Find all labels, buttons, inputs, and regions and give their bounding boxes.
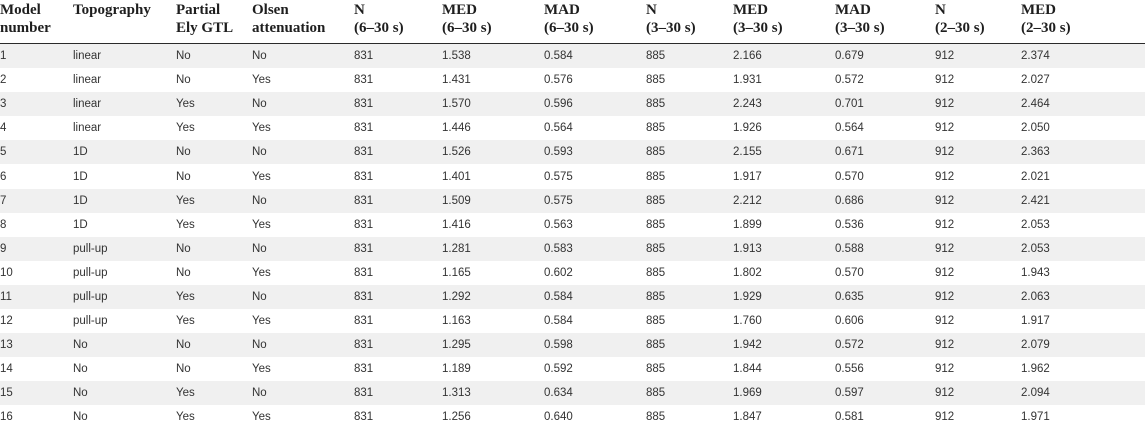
cell-n-6-30: 831 <box>354 170 374 183</box>
cell-n-3-30: 885 <box>646 363 666 376</box>
column-header-model-number <box>0 0 73 44</box>
cell-n-2-30: 912 <box>935 237 1021 261</box>
cell-mad-3-30: 0.564 <box>835 122 864 135</box>
cell-model-number: 4 <box>0 122 7 135</box>
cell-n-2-30: 912 <box>935 381 1021 405</box>
cell-topography: linear <box>73 122 102 135</box>
cell-partial-ely-gtl: Yes <box>176 218 195 231</box>
cell-med-6-30: 1.416 <box>442 218 471 231</box>
table-row <box>0 333 1145 357</box>
table-row <box>0 405 1145 429</box>
column-header-mad-6-30 <box>544 0 646 44</box>
cell-topography: No <box>73 411 88 424</box>
cell-n-6-30: 831 <box>354 381 442 405</box>
cell-partial-ely-gtl: No <box>176 266 191 279</box>
cell-partial-ely-gtl: Yes <box>176 411 195 424</box>
cell-med-2-30: 2.464 <box>1021 92 1145 116</box>
cell-mad-6-30: 0.640 <box>544 411 573 424</box>
cell-olsen-attenuation: No <box>252 237 354 261</box>
column-header-line2: (2–30 s) <box>935 20 985 36</box>
column-header-line2: (3–30 s) <box>733 20 783 36</box>
cell-n-3-30: 885 <box>646 122 666 135</box>
cell-n-2-30: 912 <box>935 189 1021 213</box>
cell-topography: No <box>73 333 176 357</box>
column-header-med-2-30 <box>1021 0 1145 44</box>
cell-model-number: 2 <box>0 74 7 87</box>
cell-partial-ely-gtl: Yes <box>176 92 252 116</box>
cell-mad-3-30: 0.570 <box>835 266 864 279</box>
cell-n-2-30: 912 <box>935 122 955 135</box>
cell-topography: linear <box>73 74 102 87</box>
cell-mad-6-30: 0.583 <box>544 237 646 261</box>
cell-med-3-30: 1.844 <box>733 363 762 376</box>
column-header-line2: (6–30 s) <box>354 20 404 36</box>
cell-med-2-30: 1.917 <box>1021 315 1050 328</box>
cell-med-2-30: 1.943 <box>1021 266 1050 279</box>
cell-med-3-30: 1.917 <box>733 170 762 183</box>
cell-olsen-attenuation: Yes <box>252 363 271 376</box>
cell-model-number: 13 <box>0 333 73 357</box>
cell-n-3-30: 885 <box>646 218 666 231</box>
table-row <box>0 213 1145 237</box>
cell-partial-ely-gtl: No <box>176 74 191 87</box>
cell-partial-ely-gtl: No <box>176 363 191 376</box>
cell-mad-3-30: 0.679 <box>835 44 935 69</box>
cell-mad-3-30: 0.671 <box>835 140 935 164</box>
table-row <box>0 285 1145 309</box>
cell-n-3-30: 885 <box>646 315 666 328</box>
cell-topography: pull-up <box>73 315 108 328</box>
cell-mad-3-30: 0.572 <box>835 333 935 357</box>
cell-med-2-30: 2.021 <box>1021 170 1050 183</box>
cell-n-3-30: 885 <box>646 381 733 405</box>
cell-med-3-30: 1.847 <box>733 411 762 424</box>
cell-med-3-30: 1.931 <box>733 74 762 87</box>
cell-topography: 1D <box>73 170 88 183</box>
header-row <box>0 0 1145 44</box>
table-row <box>0 189 1145 213</box>
column-header-line2: (2–30 s) <box>1021 20 1071 36</box>
cell-mad-6-30: 0.576 <box>544 74 573 87</box>
column-header-med-3-30 <box>733 0 835 44</box>
cell-n-6-30: 831 <box>354 140 442 164</box>
cell-med-6-30: 1.538 <box>442 44 544 69</box>
column-header-topography <box>73 0 176 44</box>
cell-olsen-attenuation: Yes <box>252 74 271 87</box>
column-header-mad-3-30 <box>835 0 935 44</box>
cell-n-6-30: 831 <box>354 333 442 357</box>
cell-mad-3-30: 0.588 <box>835 237 935 261</box>
cell-mad-3-30: 0.570 <box>835 170 864 183</box>
column-header-line1: Partial <box>176 2 221 18</box>
cell-model-number: 6 <box>0 170 7 183</box>
cell-mad-6-30: 0.563 <box>544 218 573 231</box>
column-header-line1: Model <box>0 2 41 18</box>
cell-med-6-30: 1.256 <box>442 411 471 424</box>
cell-med-3-30: 2.166 <box>733 44 835 69</box>
cell-med-6-30: 1.295 <box>442 333 544 357</box>
cell-mad-6-30: 0.564 <box>544 122 573 135</box>
cell-olsen-attenuation: No <box>252 140 354 164</box>
column-header-n-6-30 <box>354 0 442 44</box>
cell-mad-3-30: 0.597 <box>835 381 935 405</box>
cell-med-6-30: 1.313 <box>442 381 544 405</box>
cell-topography: 1D <box>73 218 88 231</box>
cell-n-6-30: 831 <box>354 363 374 376</box>
column-header-partial-ely-gtl <box>176 0 252 44</box>
cell-med-6-30: 1.431 <box>442 74 471 87</box>
column-header-line2: (3–30 s) <box>835 20 885 36</box>
column-header-line2: (6–30 s) <box>442 20 492 36</box>
cell-n-2-30: 912 <box>935 363 955 376</box>
cell-olsen-attenuation: Yes <box>252 315 271 328</box>
cell-mad-3-30: 0.581 <box>835 411 864 424</box>
table-row <box>0 309 1145 333</box>
table-body <box>0 44 1145 430</box>
cell-med-6-30: 1.570 <box>442 92 544 116</box>
cell-mad-6-30: 0.593 <box>544 140 646 164</box>
cell-topography: pull-up <box>73 285 176 309</box>
cell-mad-6-30: 0.598 <box>544 333 646 357</box>
cell-partial-ely-gtl: Yes <box>176 285 252 309</box>
cell-med-2-30: 2.079 <box>1021 333 1145 357</box>
cell-med-3-30: 2.243 <box>733 92 835 116</box>
cell-partial-ely-gtl: No <box>176 170 191 183</box>
cell-n-6-30: 831 <box>354 218 374 231</box>
cell-med-6-30: 1.189 <box>442 363 471 376</box>
column-header-line1: Topography <box>73 2 151 18</box>
cell-med-2-30: 2.094 <box>1021 381 1145 405</box>
cell-med-6-30: 1.292 <box>442 285 544 309</box>
cell-mad-6-30: 0.602 <box>544 266 573 279</box>
cell-mad-3-30: 0.686 <box>835 189 935 213</box>
column-header-line2: (6–30 s) <box>544 20 594 36</box>
cell-olsen-attenuation: No <box>252 44 354 69</box>
cell-model-number: 12 <box>0 315 13 328</box>
cell-olsen-attenuation: No <box>252 333 354 357</box>
cell-med-3-30: 1.969 <box>733 381 835 405</box>
cell-med-2-30: 1.971 <box>1021 411 1050 424</box>
cell-n-2-30: 912 <box>935 92 1021 116</box>
cell-partial-ely-gtl: No <box>176 333 252 357</box>
cell-topography: linear <box>73 92 176 116</box>
cell-n-3-30: 885 <box>646 170 666 183</box>
column-header-line2: number <box>0 20 51 36</box>
cell-topography: linear <box>73 44 176 69</box>
cell-topography: No <box>73 381 176 405</box>
table-row <box>0 44 1145 69</box>
table-row <box>0 381 1145 405</box>
cell-med-2-30: 2.421 <box>1021 189 1145 213</box>
cell-med-3-30: 1.929 <box>733 285 835 309</box>
cell-partial-ely-gtl: No <box>176 140 252 164</box>
cell-n-3-30: 885 <box>646 189 733 213</box>
cell-med-3-30: 1.760 <box>733 315 762 328</box>
cell-n-6-30: 831 <box>354 189 442 213</box>
cell-olsen-attenuation: No <box>252 189 354 213</box>
cell-med-3-30: 2.212 <box>733 189 835 213</box>
cell-med-6-30: 1.446 <box>442 122 471 135</box>
column-header-line2: Ely GTL <box>176 20 234 36</box>
cell-mad-6-30: 0.596 <box>544 92 646 116</box>
cell-n-3-30: 885 <box>646 74 666 87</box>
cell-olsen-attenuation: Yes <box>252 218 271 231</box>
table-row <box>0 164 1145 188</box>
cell-n-3-30: 885 <box>646 237 733 261</box>
cell-n-2-30: 912 <box>935 170 955 183</box>
column-header-line1: MED <box>442 2 477 18</box>
cell-model-number: 10 <box>0 266 13 279</box>
cell-n-6-30: 831 <box>354 44 442 69</box>
cell-med-2-30: 2.374 <box>1021 44 1145 69</box>
cell-n-3-30: 885 <box>646 140 733 164</box>
cell-n-6-30: 831 <box>354 122 374 135</box>
cell-partial-ely-gtl: Yes <box>176 381 252 405</box>
cell-med-3-30: 1.926 <box>733 122 762 135</box>
cell-mad-6-30: 0.592 <box>544 363 573 376</box>
table-row <box>0 237 1145 261</box>
cell-med-2-30: 2.050 <box>1021 122 1050 135</box>
cell-n-3-30: 885 <box>646 44 733 69</box>
cell-mad-3-30: 0.556 <box>835 363 864 376</box>
cell-olsen-attenuation: Yes <box>252 122 271 135</box>
cell-partial-ely-gtl: No <box>176 44 252 69</box>
cell-olsen-attenuation: Yes <box>252 266 271 279</box>
column-header-line1: MED <box>733 2 768 18</box>
cell-n-6-30: 831 <box>354 74 374 87</box>
cell-topography: pull-up <box>73 266 108 279</box>
cell-mad-3-30: 0.606 <box>835 315 864 328</box>
cell-model-number: 9 <box>0 237 73 261</box>
cell-n-2-30: 912 <box>935 218 955 231</box>
column-header-line2: (3–30 s) <box>646 20 696 36</box>
cell-n-3-30: 885 <box>646 92 733 116</box>
cell-mad-6-30: 0.584 <box>544 285 646 309</box>
table-row <box>0 116 1145 140</box>
cell-med-2-30: 2.053 <box>1021 218 1050 231</box>
table-row <box>0 140 1145 164</box>
cell-med-2-30: 2.027 <box>1021 74 1050 87</box>
cell-med-2-30: 2.063 <box>1021 285 1145 309</box>
cell-n-6-30: 831 <box>354 315 374 328</box>
cell-mad-3-30: 0.701 <box>835 92 935 116</box>
cell-model-number: 7 <box>0 189 73 213</box>
column-header-line2: attenuation <box>252 20 326 36</box>
cell-olsen-attenuation: No <box>252 92 354 116</box>
cell-n-2-30: 912 <box>935 315 955 328</box>
column-header-n-2-30 <box>935 0 1021 44</box>
cell-model-number: 14 <box>0 363 13 376</box>
cell-med-6-30: 1.163 <box>442 315 471 328</box>
cell-med-6-30: 1.401 <box>442 170 471 183</box>
cell-mad-6-30: 0.634 <box>544 381 646 405</box>
cell-med-6-30: 1.526 <box>442 140 544 164</box>
cell-med-2-30: 2.363 <box>1021 140 1145 164</box>
table-row <box>0 92 1145 116</box>
column-header-olsen-attenuation <box>252 0 354 44</box>
column-header-line1: N <box>354 2 365 18</box>
cell-n-2-30: 912 <box>935 44 1021 69</box>
cell-med-2-30: 1.962 <box>1021 363 1050 376</box>
cell-mad-3-30: 0.635 <box>835 285 935 309</box>
table-row <box>0 68 1145 92</box>
column-header-med-6-30 <box>442 0 544 44</box>
cell-med-3-30: 1.913 <box>733 237 835 261</box>
cell-model-number: 16 <box>0 411 13 424</box>
cell-med-2-30: 2.053 <box>1021 237 1145 261</box>
cell-n-3-30: 885 <box>646 333 733 357</box>
column-header-line1: Olsen <box>252 2 289 18</box>
cell-n-6-30: 831 <box>354 92 442 116</box>
cell-model-number: 1 <box>0 44 73 69</box>
cell-n-3-30: 885 <box>646 266 666 279</box>
table-header <box>0 0 1145 44</box>
cell-n-6-30: 831 <box>354 411 374 424</box>
cell-topography: pull-up <box>73 237 176 261</box>
column-header-line1: MED <box>1021 2 1056 18</box>
cell-n-3-30: 885 <box>646 411 666 424</box>
cell-olsen-attenuation: No <box>252 381 354 405</box>
cell-med-3-30: 1.802 <box>733 266 762 279</box>
column-header-line1: MAD <box>835 2 871 18</box>
column-header-line1: MAD <box>544 2 580 18</box>
cell-med-6-30: 1.165 <box>442 266 471 279</box>
cell-topography: No <box>73 363 88 376</box>
cell-olsen-attenuation: Yes <box>252 170 271 183</box>
cell-mad-6-30: 0.575 <box>544 189 646 213</box>
cell-n-2-30: 912 <box>935 285 1021 309</box>
cell-mad-6-30: 0.584 <box>544 44 646 69</box>
cell-n-2-30: 912 <box>935 333 1021 357</box>
cell-olsen-attenuation: Yes <box>252 411 271 424</box>
column-header-line1: N <box>935 2 946 18</box>
cell-partial-ely-gtl: Yes <box>176 189 252 213</box>
cell-n-2-30: 912 <box>935 411 955 424</box>
cell-n-2-30: 912 <box>935 266 955 279</box>
cell-model-number: 5 <box>0 140 73 164</box>
cell-med-6-30: 1.509 <box>442 189 544 213</box>
cell-model-number: 15 <box>0 381 73 405</box>
table-row <box>0 261 1145 285</box>
table-row <box>0 357 1145 381</box>
cell-med-3-30: 1.899 <box>733 218 762 231</box>
cell-topography: 1D <box>73 189 176 213</box>
cell-mad-6-30: 0.575 <box>544 170 573 183</box>
cell-med-3-30: 2.155 <box>733 140 835 164</box>
cell-med-6-30: 1.281 <box>442 237 544 261</box>
column-header-n-3-30 <box>646 0 733 44</box>
cell-mad-3-30: 0.536 <box>835 218 864 231</box>
cell-partial-ely-gtl: No <box>176 237 252 261</box>
cell-n-6-30: 831 <box>354 285 442 309</box>
cell-med-3-30: 1.942 <box>733 333 835 357</box>
cell-model-number: 11 <box>0 285 73 309</box>
cell-n-6-30: 831 <box>354 266 374 279</box>
cell-topography: 1D <box>73 140 176 164</box>
cell-partial-ely-gtl: Yes <box>176 122 195 135</box>
cell-partial-ely-gtl: Yes <box>176 315 195 328</box>
cell-olsen-attenuation: No <box>252 285 354 309</box>
cell-model-number: 8 <box>0 218 7 231</box>
cell-model-number: 3 <box>0 92 73 116</box>
cell-mad-6-30: 0.584 <box>544 315 573 328</box>
cell-n-6-30: 831 <box>354 237 442 261</box>
cell-mad-3-30: 0.572 <box>835 74 864 87</box>
cell-n-2-30: 912 <box>935 140 1021 164</box>
column-header-line1: N <box>646 2 657 18</box>
cell-n-2-30: 912 <box>935 74 955 87</box>
cell-n-3-30: 885 <box>646 285 733 309</box>
